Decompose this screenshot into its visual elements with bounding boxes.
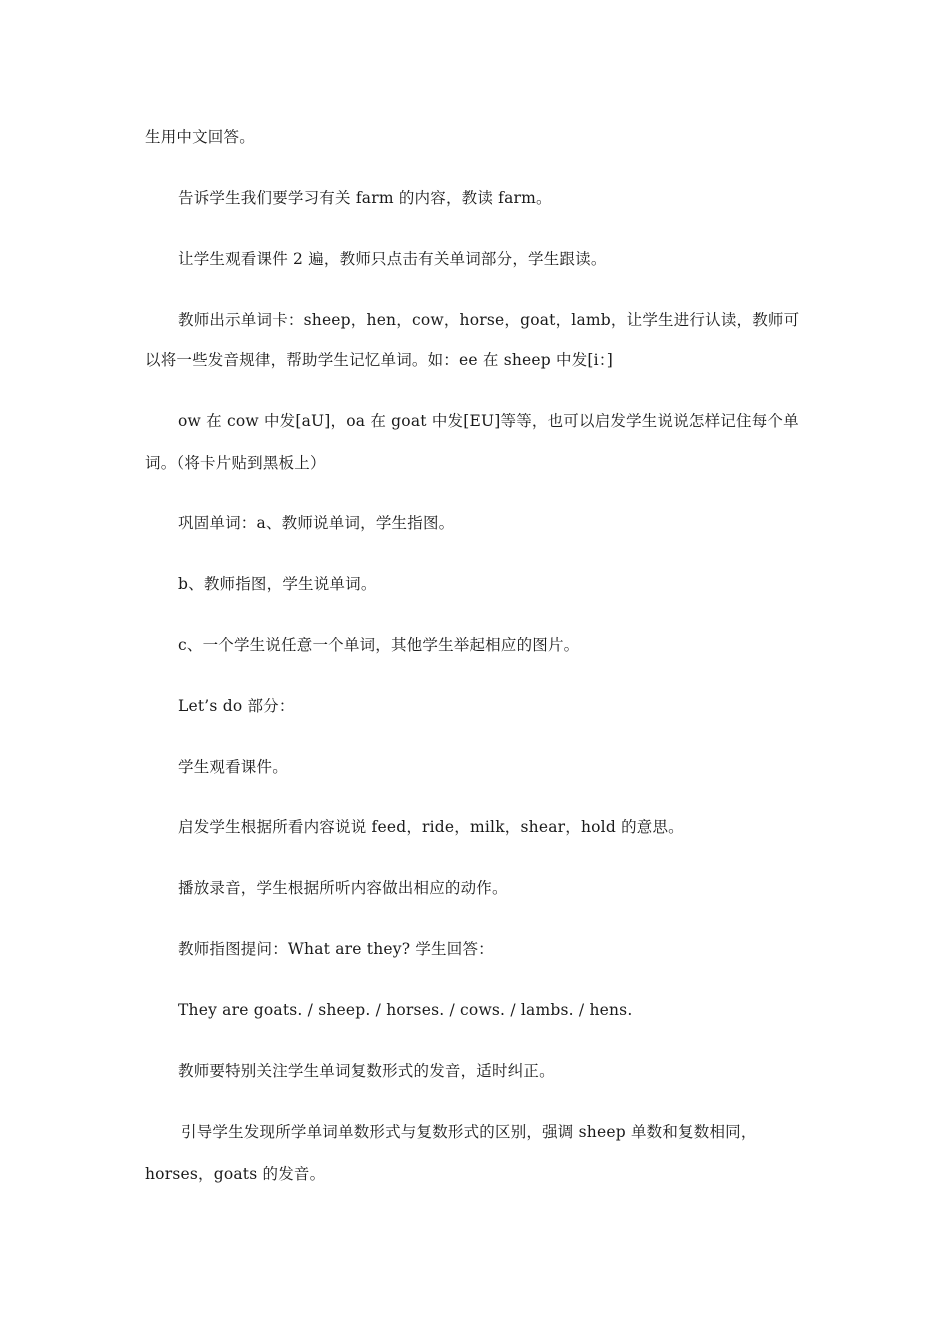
text-line-13: 启发学生根据所看内容说说 feed，ride，milk，shear，hold 的意思。 xyxy=(178,818,684,836)
text-line-4: 教师出示单词卡：sheep，hen，cow，horse，goat，lamb，让学生进行认读，教师可 xyxy=(178,311,800,329)
text-line-16: They are goats. / sheep. / horses. / cows. / lambs. / hens. xyxy=(178,1001,633,1019)
text-line-17: 教师要特别关注学生单词复数形式的发音，适时纠正。 xyxy=(178,1062,555,1080)
text-line-7: 词。（将卡片贴到黑板上） xyxy=(145,454,326,472)
text-line-1: 生用中文回答。 xyxy=(145,128,255,146)
text-line-9: b、教师指图，学生说单词。 xyxy=(178,575,377,593)
text-line-6: ow 在 cow 中发[aU]，oa 在 goat 中发[EU]等等，也可以启发学生说说怎样记住每个单 xyxy=(178,412,799,430)
text-line-15: 教师指图提问：What are they? 学生回答： xyxy=(178,940,494,958)
text-line-8: 巩固单词：a、教师说单词，学生指图。 xyxy=(178,514,455,532)
text-line-3: 让学生观看课件 2 遍，教师只点击有关单词部分，学生跟读。 xyxy=(178,250,607,268)
text-line-5: 以将一些发音规律，帮助学生记忆单词。如：ee 在 sheep 中发[i：] xyxy=(145,351,614,369)
text-line-14: 播放录音，学生根据所听内容做出相应的动作。 xyxy=(178,879,508,897)
text-line-11: Let’s do 部分： xyxy=(178,697,295,715)
text-line-18: 引导学生发现所学单词单数形式与复数形式的区别，强调 sheep 单数和复数相同， xyxy=(181,1123,757,1141)
text-line-10: c、一个学生说任意一个单词，其他学生举起相应的图片。 xyxy=(178,636,580,654)
text-line-19: horses，goats 的发音。 xyxy=(145,1165,326,1183)
text-line-12: 学生观看课件。 xyxy=(178,758,288,776)
text-line-2: 告诉学生我们要学习有关 farm 的内容，教读 farm。 xyxy=(178,189,552,207)
